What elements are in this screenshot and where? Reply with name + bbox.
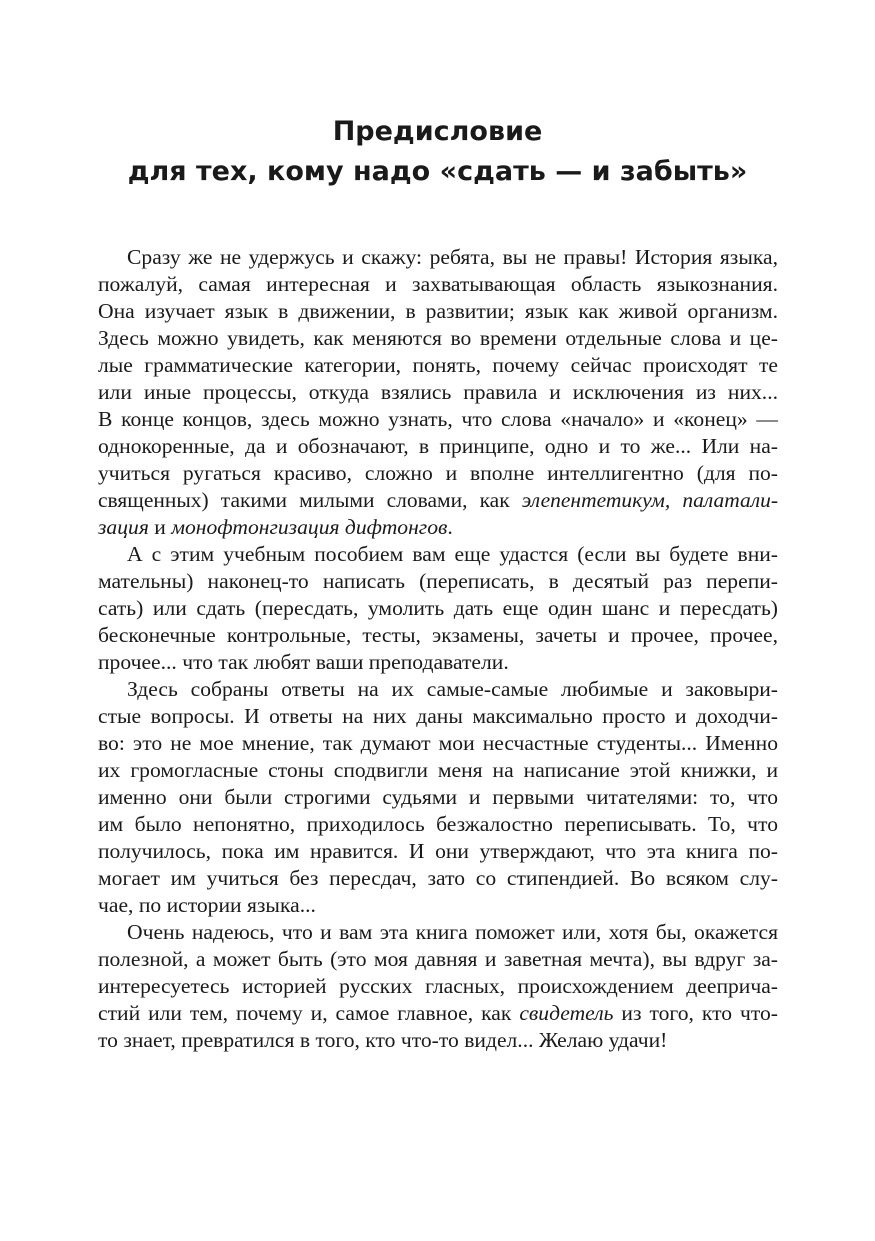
text-line: или иные процессы, откуда взялись правила и исключения из них... [98,380,778,404]
text-line: Очень надеюсь, что и вам эта книга поможет или, хотя бы, окажется [127,920,778,944]
title-line-2: для тех, кому надо «сдать — и забыть» [127,156,748,187]
italic-term: монофтонгизация дифтонгов [171,515,448,539]
title-line-1: Предисловие [332,116,543,147]
text-line: их громогласные стоны сподвигли меня на написание этой книжки, и [98,758,778,782]
text-line: прочее... что так любят ваши преподаватели. [98,650,509,674]
text-line: однокоренные, да и обозначают, в принципе, одно и то же... Или на- [98,434,778,458]
text-line: Здесь собраны ответы на их самые-самые любимые и заковыри- [127,677,778,701]
page-title [0,112,875,192]
italic-term: зация [98,515,149,539]
text-line [98,514,778,541]
text-line: им было непонятно, приходилось безжалостно переписывать. То, что [98,812,778,836]
text-line: интересуетесь историей русских гласных, происхождением дееприча- [98,974,778,998]
text-line: получилось, пока им нравится. И они утверждают, что эта книга по- [98,839,778,863]
text-line: бесконечные контрольные, тесты, экзамены, зачеты и прочее, прочее, [98,623,778,647]
text-line: пожалуй, самая интересная и захватывающая область языкознания. [98,272,778,296]
text-line [98,1000,778,1027]
text-line: чае, по истории языка... [98,893,316,917]
text-line: сать) или сдать (пересдать, умолить дать еще один шанс и пересдать) [98,596,778,620]
text-run: из того, кто что- [613,1001,778,1025]
text-line: Здесь можно увидеть, как меняются во времени отдельные слова и це- [98,326,778,350]
text-line: Она изучает язык в движении, в развитии; язык как живой организм. [98,299,778,323]
text-line: то знает, превратился в того, кто что-то видел... Желаю удачи! [98,1028,668,1052]
text-run: . [447,515,453,539]
paragraph-3 [98,676,778,919]
text-run: и [148,515,172,539]
text-run: стий или тем, почему и, самое главное, как [98,1001,520,1025]
text-line: А с этим учебным пособием вам еще удастся (если вы будете вни- [127,542,778,566]
text-line: В конце концов, здесь можно узнать, что слова «начало» и «конец» — [98,407,778,431]
paragraph-4 [98,919,778,1054]
text-line: учиться ругаться красиво, сложно и вполне интеллигентно (для по- [98,461,778,485]
text-line: именно они были строгими судьями и первыми читателями: то, что [98,785,778,809]
preface-text [98,244,778,1054]
text-line: во: это не мое мнение, так думают мои несчастные студенты... Именно [98,731,778,755]
text-line: могает им учиться без пересдач, зато со стипендией. Во всяком слу- [98,866,778,890]
text-line: лые грамматические категории, понять, почему сейчас происходят те [98,353,778,377]
italic-term: элепентетикум, палатали- [521,488,779,512]
text-run: священных) такими милыми словами, как [98,488,522,512]
text-line: стые вопросы. И ответы на них даны максимально просто и доходчи- [98,704,778,728]
text-line: мательны) наконец-то написать (переписать, в десятый раз перепи- [98,569,778,593]
italic-term: свидетель [519,1001,614,1025]
text-line [98,487,778,514]
text-line: Сразу же не удержусь и скажу: ребята, вы не правы! История языка, [127,245,778,269]
paragraph-1 [98,244,778,541]
text-line: полезной, а может быть (это моя давняя и заветная мечта), вы вдруг за- [98,947,778,971]
paragraph-2 [98,541,778,676]
